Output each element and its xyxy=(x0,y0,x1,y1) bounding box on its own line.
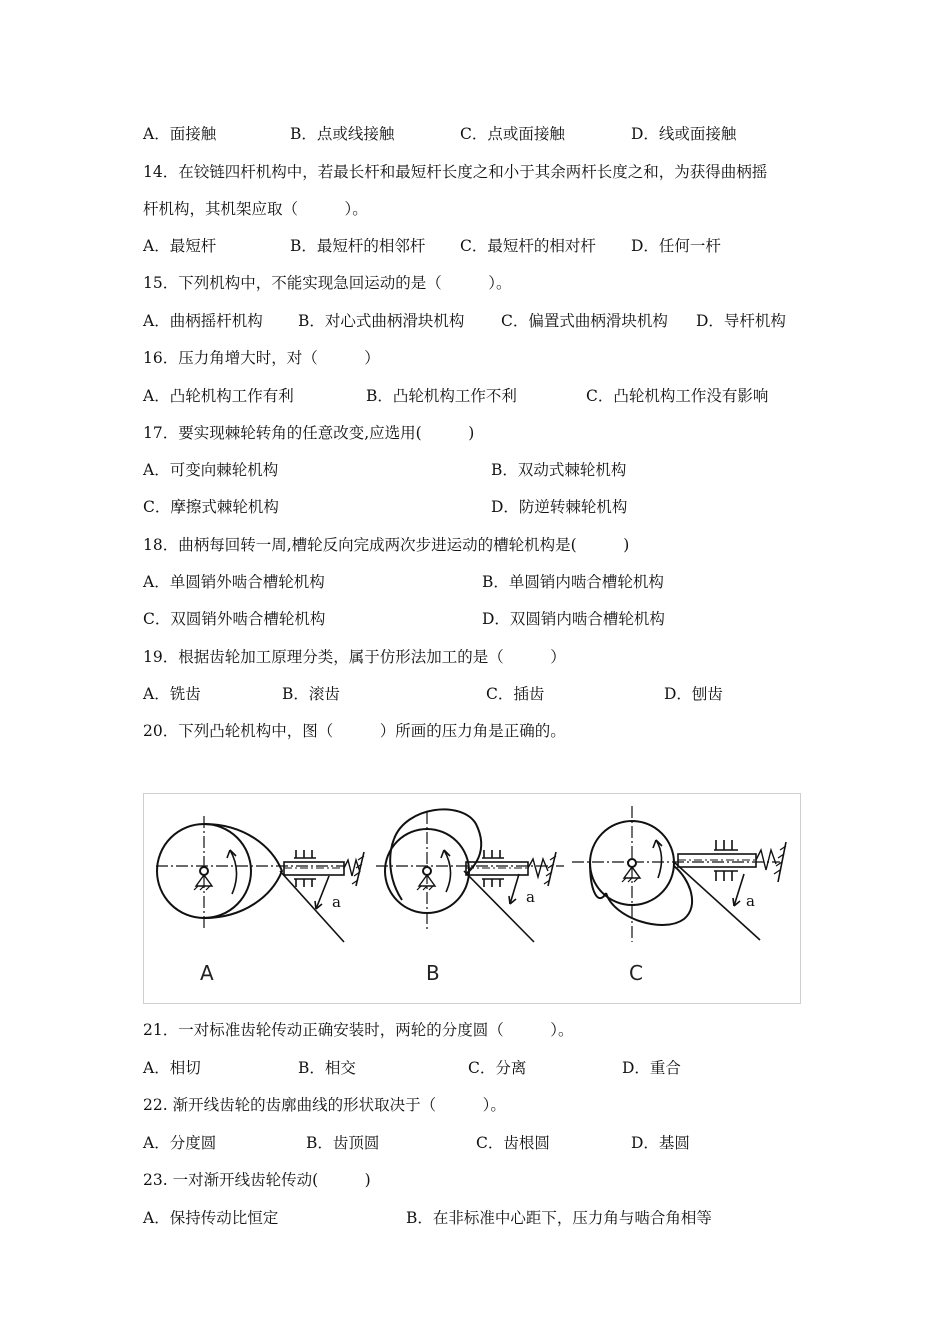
q13-option-d: D．线或面接触 xyxy=(631,125,737,143)
q15-option-c: C．偏置式曲柄滑块机构 xyxy=(501,312,668,330)
q17-option-d: D．防逆转棘轮机构 xyxy=(491,498,628,516)
q21-option-d: D．重合 xyxy=(622,1059,681,1077)
q23-option-b: B．在非标准中心距下，压力角与啮合角相等 xyxy=(406,1209,712,1227)
q18-question: 18．曲柄每回转一周,槽轮反向完成两次步进运动的槽轮机构是( ) xyxy=(143,536,630,554)
q16-option-c: C．凸轮机构工作没有影响 xyxy=(586,387,769,405)
q18-option-a: A．单圆销外啮合槽轮机构 xyxy=(143,573,325,591)
cam-diagram-b xyxy=(376,809,564,942)
q19-option-a: A．铣齿 xyxy=(143,685,201,703)
q23-question: 23. 一对渐开线齿轮传动( ) xyxy=(143,1171,371,1189)
q13-option-b: B．点或线接触 xyxy=(290,125,395,143)
q15-option-d: D．导杆机构 xyxy=(696,312,786,330)
q14-option-d: D．任何一杆 xyxy=(631,237,721,255)
q15-question: 15．下列机构中，不能实现急回运动的是（ ）。 xyxy=(143,274,512,292)
q14-option-b: B．最短杆的相邻杆 xyxy=(290,237,426,255)
q16-option-a: A．凸轮机构工作有利 xyxy=(143,387,294,405)
q21-question: 21．一对标准齿轮传动正确安装时，两轮的分度圆（ ）。 xyxy=(143,1021,574,1039)
q19-option-d: D．刨齿 xyxy=(664,685,723,703)
cam-diagram xyxy=(144,794,802,1005)
q16-question: 16．压力角增大时，对（ ） xyxy=(143,349,380,367)
q18-option-c: C．双圆销外啮合槽轮机构 xyxy=(143,610,326,628)
q19-option-b: B．滚齿 xyxy=(282,685,340,703)
cam-diagram-c xyxy=(572,806,786,942)
q15-option-a: A．曲柄摇杆机构 xyxy=(143,312,263,330)
cam-diagram-a xyxy=(156,816,364,942)
q22-option-c: C．齿根圆 xyxy=(476,1134,550,1152)
q17-option-c: C．摩擦式棘轮机构 xyxy=(143,498,279,516)
q21-option-c: C．分离 xyxy=(468,1059,527,1077)
q21-option-a: A．相切 xyxy=(143,1059,201,1077)
q23-option-a: A．保持传动比恒定 xyxy=(143,1209,279,1227)
q14-option-a: A．最短杆 xyxy=(143,237,217,255)
angle-label-c: a xyxy=(746,892,755,910)
q18-option-b: B．单圆销内啮合槽轮机构 xyxy=(482,573,664,591)
q21-option-b: B．相交 xyxy=(298,1059,356,1077)
angle-label-a: a xyxy=(332,893,341,911)
q22-question: 22. 渐开线齿轮的齿廓曲线的形状取决于（ ）。 xyxy=(143,1096,506,1114)
figure-label-c: C xyxy=(629,961,643,985)
q13-option-c: C．点或面接触 xyxy=(460,125,565,143)
q22-option-d: D．基圆 xyxy=(631,1134,690,1152)
q13-option-a: A．面接触 xyxy=(143,125,217,143)
q14-option-c: C．最短杆的相对杆 xyxy=(460,237,596,255)
cam-mechanism-figure xyxy=(143,793,801,1004)
q14-question-line1: 14．在铰链四杆机构中，若最长杆和最短杆长度之和小于其余两杆长度之和，为获得曲柄摇 xyxy=(143,163,768,181)
q19-option-c: C．插齿 xyxy=(486,685,545,703)
q22-option-b: B．齿顶圆 xyxy=(306,1134,380,1152)
q22-option-a: A．分度圆 xyxy=(143,1134,217,1152)
figure-label-a: A xyxy=(200,961,214,985)
q16-option-b: B．凸轮机构工作不利 xyxy=(366,387,517,405)
q18-option-d: D．双圆销内啮合槽轮机构 xyxy=(482,610,665,628)
figure-label-b: B xyxy=(426,961,440,985)
q17-option-b: B．双动式棘轮机构 xyxy=(491,461,627,479)
q14-question-line2: 杆机构，其机架应取（ ）。 xyxy=(143,200,368,218)
angle-label-b: a xyxy=(526,888,535,906)
q20-question: 20．下列凸轮机构中，图（ ）所画的压力角是正确的。 xyxy=(143,722,566,740)
q17-question: 17．要实现棘轮转角的任意改变,应选用( ) xyxy=(143,424,475,442)
q19-question: 19．根据齿轮加工原理分类，属于仿形法加工的是（ ） xyxy=(143,648,566,666)
q15-option-b: B．对心式曲柄滑块机构 xyxy=(298,312,465,330)
q17-option-a: A．可变向棘轮机构 xyxy=(143,461,279,479)
